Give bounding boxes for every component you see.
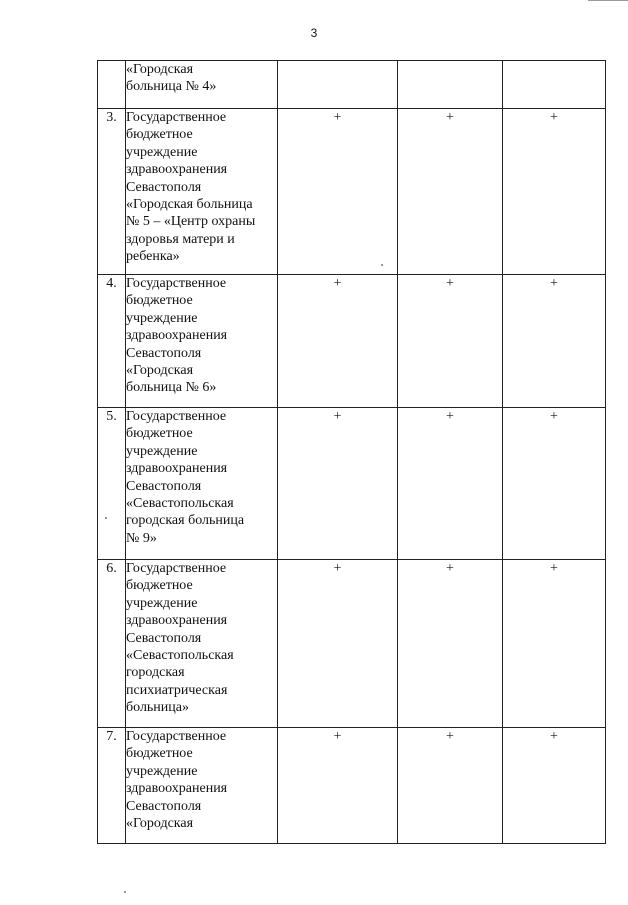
institution-name-cell (126, 728, 278, 844)
mark-cell-1: + (278, 109, 398, 275)
mark-cell-3 (503, 61, 606, 109)
row-number: 7. (98, 728, 126, 844)
mark-cell-2 (398, 61, 503, 109)
mark-cell-1: + (278, 560, 398, 728)
institution-name-cell (126, 275, 278, 408)
page-number: 3 (310, 26, 318, 40)
institution-name: Государственное бюджетное учреждение здравоохранения Севастополя «Севастопольская городская больница № 9» (126, 409, 245, 546)
mark-cell-3: + (503, 560, 606, 728)
mark-cell-3: + (503, 408, 606, 560)
institution-name-cell (126, 408, 278, 560)
institution-name-cell (126, 61, 278, 109)
mark-cell-3: + (503, 275, 606, 408)
institution-name: «Городская больница № 4» (126, 62, 217, 95)
institution-name: Государственное бюджетное учреждение здравоохранения Севастополя «Городская больница № 5 – «Центр охраны здоровья матери и ребенка» (126, 110, 256, 265)
scan-speck (124, 891, 126, 893)
mark-cell-2: + (398, 275, 503, 408)
table-row (98, 408, 606, 560)
row-number (98, 61, 126, 109)
institution-name: Государственное бюджетное учреждение здравоохранения Севастополя «Севастопольская городская психиатрическая больница» (126, 561, 234, 716)
mark-cell-3: + (503, 109, 606, 275)
table-row (98, 109, 606, 275)
table-row (98, 728, 606, 844)
row-number: 4. (98, 275, 126, 408)
table-row (98, 61, 606, 109)
table-row (98, 560, 606, 728)
row-number: 3. (98, 109, 126, 275)
row-number: 6. (98, 560, 126, 728)
mark-cell-3: + (503, 728, 606, 844)
mark-cell-2: + (398, 728, 503, 844)
institution-name-cell (126, 560, 278, 728)
row-number: 5. (98, 408, 126, 560)
mark-cell-1: + (278, 408, 398, 560)
mark-cell-1 (278, 61, 398, 109)
mark-cell-1: + (278, 275, 398, 408)
institution-name-cell (126, 109, 278, 275)
institution-name: Государственное бюджетное учреждение здравоохранения Севастополя «Городская (126, 729, 228, 832)
mark-cell-2: + (398, 109, 503, 275)
institutions-table (97, 60, 606, 844)
institution-name: Государственное бюджетное учреждение здравоохранения Севастополя «Городская больница № 6» (126, 276, 228, 396)
scan-speck (381, 264, 383, 266)
mark-cell-2: + (398, 408, 503, 560)
top-edge-rule (588, 0, 628, 1)
mark-cell-2: + (398, 560, 503, 728)
mark-cell-1: + (278, 728, 398, 844)
scan-speck (105, 517, 107, 519)
table-row (98, 275, 606, 408)
